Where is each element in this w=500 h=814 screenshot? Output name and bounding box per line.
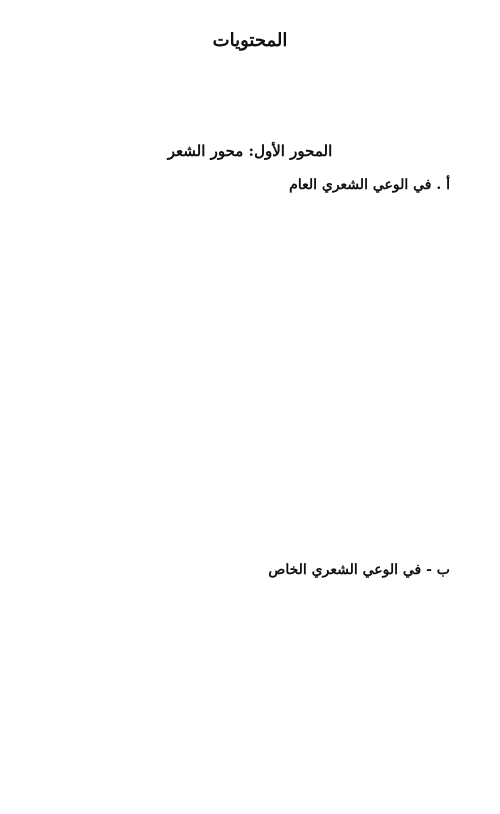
section-a-title: أ . في الوعي الشعري العام: [289, 177, 450, 193]
page-title: المحتويات: [212, 30, 288, 51]
section-b-title: ب - في الوعي الشعري الخاص: [268, 562, 450, 578]
axis-title: المحور الأول: محور الشعر: [167, 142, 333, 160]
